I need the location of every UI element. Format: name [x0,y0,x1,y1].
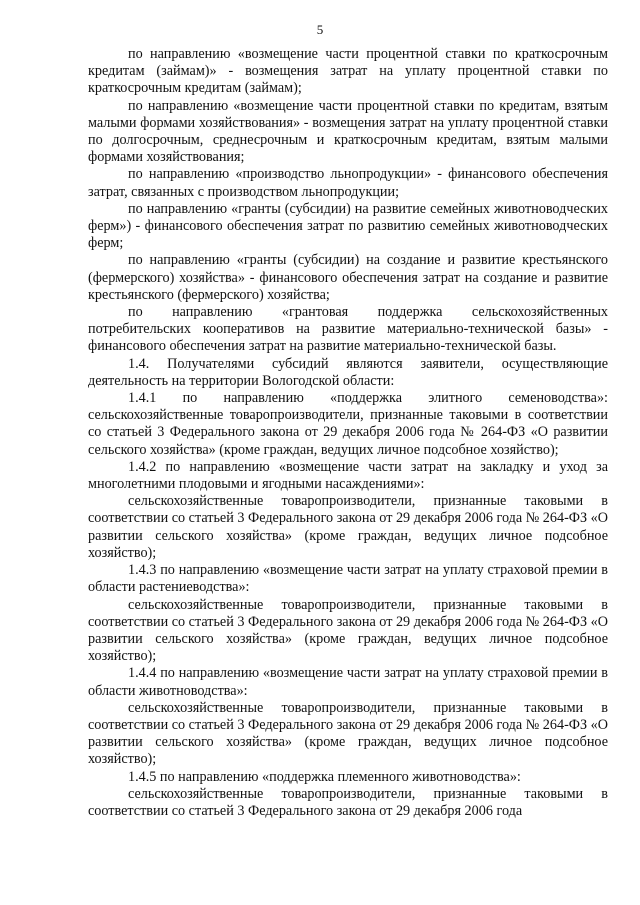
paragraph-section-1-4-1: 1.4.1 по направлению «поддержка элитного семеноводства»: сельскохозяйственные товаропроизводители, признанные таковыми в соответствии со статьей 3 Федерального закона от 29 декабря 2006 года № 264-ФЗ «О развитии сельского хозяйства» (кроме граждан, ведущих личное подсобное хозяйство); [88,390,608,458]
paragraph-section-1-4-2: 1.4.2 по направлению «возмещение части затрат на закладку и уход за многолетними плодовыми и ягодными насаждениями»: [88,458,608,493]
paragraph-recipients-1-4-2: сельскохозяйственные товаропроизводители, признанные таковыми в соответствии со статьей 3 Федерального закона от 29 декабря 2006 года № 264-ФЗ «О развитии сельского хозяйства» (кроме граждан, ведущих личное подсобное хозяйство); [88,493,608,561]
paragraph-short-term-loans: по направлению «возмещение части процентной ставки по краткосрочным кредитам (займам)» - возмещения затрат на уплату процентной ставки по краткосрочным кредитам (займам); [88,46,608,97]
paragraph-recipients-1-4-4: сельскохозяйственные товаропроизводители, признанные таковыми в соответствии со статьей 3 Федерального закона от 29 декабря 2006 года № 264-ФЗ «О развитии сельского хозяйства» (кроме граждан, ведущих личное подсобное хозяйство); [88,699,608,768]
paragraph-recipients-1-4-5: сельскохозяйственные товаропроизводители, признанные таковыми в соответствии со статьей 3 Федерального закона от 29 декабря 2006 года [88,785,608,819]
paragraph-recipients-1-4-3: сельскохозяйственные товаропроизводители, признанные таковыми в соответствии со статьей 3 Федерального закона от 29 декабря 2006 года № 264-ФЗ «О развитии сельского хозяйства» (кроме граждан, ведущих личное подсобное хозяйство); [88,596,608,665]
paragraph-cooperatives-grants: по направлению «грантовая поддержка сельскохозяйственных потребительских кооперативов на развитие материально-технической базы» - финансового обеспечения затрат на развитие материально-технической базы. [88,304,608,355]
document-body [88,46,608,820]
paragraph-section-1-4-5: 1.4.5 по направлению «поддержка племенного животноводства»: [128,768,521,785]
paragraph-peasant-farm-grants: по направлению «гранты (субсидии) на создание и развитие крестьянского (фермерского) хозяйства» - финансового обеспечения затрат на создание и развитие крестьянского (фермерского) хозяйства; [88,252,608,303]
paragraph-section-1-4-4: 1.4.4 по направлению «возмещение части затрат на уплату страховой премии в области животноводства»: [88,665,608,699]
paragraph-family-livestock-farms: по направлению «гранты (субсидии) на развитие семейных животноводческих ферм») - финансового обеспечения затрат по развитию семейных животноводческих ферм; [88,200,608,252]
page-number: 5 [316,22,324,37]
paragraph-flax-production: по направлению «производство льнопродукции» - финансового обеспечения затрат, связанных с производством льнопродукции; [88,166,608,200]
paragraph-section-1-4: 1.4. Получателями субсидий являются заявители, осуществляющие деятельность на территории Вологодской области: [88,355,608,389]
paragraph-small-business-loans: по направлению «возмещение части процентной ставки по кредитам, взятым малыми формами хозяйствования» - возмещения затрат на уплату процентной ставки по долгосрочным, среднесрочным и краткосрочным кредитам, взятым малыми формами хозяйствования; [88,97,608,166]
paragraph-section-1-4-3: 1.4.3 по направлению «возмещение части затрат на уплату страховой премии в области растениеводства»: [88,562,608,596]
